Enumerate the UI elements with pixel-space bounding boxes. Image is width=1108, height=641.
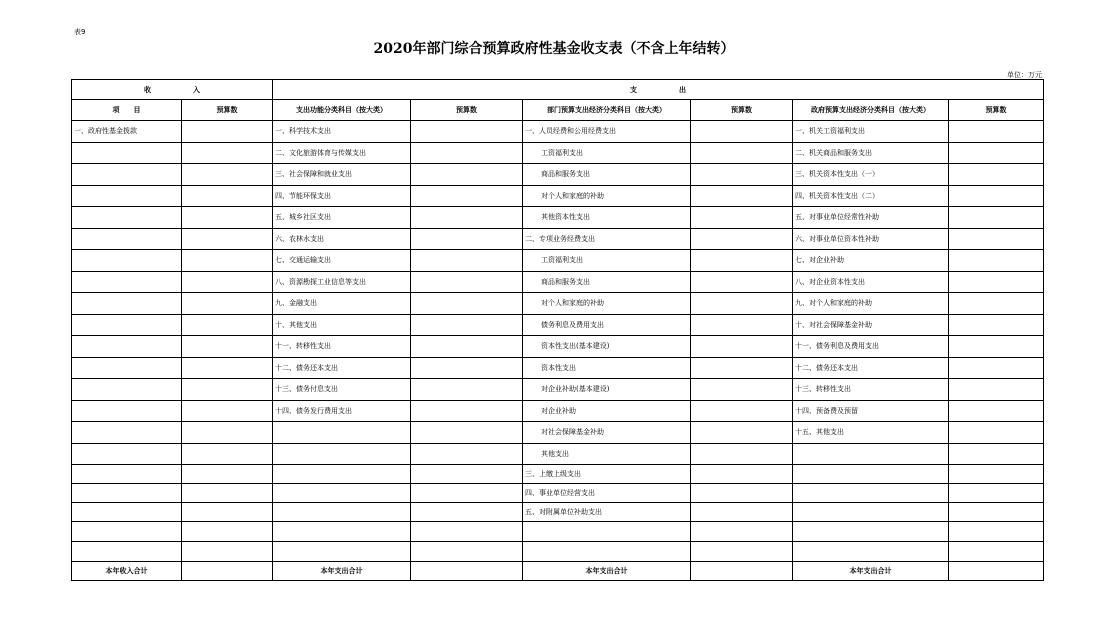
income-item-cell bbox=[72, 164, 182, 186]
table-row bbox=[72, 422, 1044, 444]
col-header-budget-2: 预算数 bbox=[411, 100, 523, 121]
gov-item-cell: 二、机关商品和服务支出 bbox=[793, 142, 949, 164]
func-item-cell: 十一、转移性支出 bbox=[273, 336, 411, 358]
dept-item-cell: 商品和服务支出 bbox=[523, 164, 691, 186]
dept-budget-cell bbox=[691, 357, 793, 379]
col-header-func: 支出功能分类科目（按大类） bbox=[273, 100, 411, 121]
func-budget-cell bbox=[411, 484, 523, 503]
income-group-header: 收 入 bbox=[72, 80, 273, 100]
dept-item-cell: 一、人员经费和公用经费支出 bbox=[523, 121, 691, 143]
gov-item-cell: 十、对社会保障基金补助 bbox=[793, 314, 949, 336]
income-item-cell bbox=[72, 293, 182, 315]
dept-budget-cell bbox=[691, 465, 793, 484]
dept-item-cell: 对个人和家庭的补助 bbox=[523, 293, 691, 315]
gov-item-cell bbox=[793, 443, 949, 465]
dept-budget-cell bbox=[691, 542, 793, 562]
gov-budget-cell bbox=[949, 357, 1044, 379]
func-budget-cell bbox=[411, 207, 523, 229]
func-budget-cell bbox=[411, 271, 523, 293]
gov-item-cell: 九、对个人和家庭的补助 bbox=[793, 293, 949, 315]
gov-item-cell: 十二、债务还本支出 bbox=[793, 357, 949, 379]
dept-budget-cell bbox=[691, 121, 793, 143]
dept-item-cell: 对企业补助(基本建设) bbox=[523, 379, 691, 401]
table-row bbox=[72, 400, 1044, 422]
func-budget-cell bbox=[411, 379, 523, 401]
dept-budget-cell bbox=[691, 336, 793, 358]
income-budget-cell bbox=[182, 542, 273, 562]
income-budget-cell bbox=[182, 422, 273, 444]
gov-item-cell: 八、对企业资本性支出 bbox=[793, 271, 949, 293]
income-budget-cell bbox=[182, 443, 273, 465]
gov-item-cell: 十五、其他支出 bbox=[793, 422, 949, 444]
income-budget-cell bbox=[182, 522, 273, 542]
income-budget-cell bbox=[182, 185, 273, 207]
gov-item-cell: 十一、债务利息及费用支出 bbox=[793, 336, 949, 358]
gov-item-cell: 十三、转移性支出 bbox=[793, 379, 949, 401]
income-item-cell bbox=[72, 422, 182, 444]
gov-budget-cell bbox=[949, 207, 1044, 229]
dept-item-cell: 资本性支出(基本建设) bbox=[523, 336, 691, 358]
dept-budget-cell bbox=[691, 164, 793, 186]
gov-item-cell: 五、对事业单位经常性补助 bbox=[793, 207, 949, 229]
dept-item-cell: 二、专项业务经费支出 bbox=[523, 228, 691, 250]
dept-budget-cell bbox=[691, 379, 793, 401]
table-row bbox=[72, 336, 1044, 358]
func-item-cell: 十四、债务发行费用支出 bbox=[273, 400, 411, 422]
dept-total-label: 本年支出合计 bbox=[523, 562, 691, 581]
income-budget-cell bbox=[182, 503, 273, 522]
table-row bbox=[72, 121, 1044, 143]
func-item-cell bbox=[273, 484, 411, 503]
dept-item-cell: 工资福利支出 bbox=[523, 250, 691, 272]
func-item-cell: 二、文化旅游体育与传媒支出 bbox=[273, 142, 411, 164]
col-header-budget-4: 预算数 bbox=[949, 100, 1044, 121]
gov-budget-cell bbox=[949, 142, 1044, 164]
table-row bbox=[72, 164, 1044, 186]
income-item-cell bbox=[72, 379, 182, 401]
gov-budget-cell bbox=[949, 484, 1044, 503]
func-budget-cell bbox=[411, 357, 523, 379]
expense-group-header: 支 出 bbox=[273, 80, 1044, 100]
dept-budget-cell bbox=[691, 271, 793, 293]
gov-budget-cell bbox=[949, 250, 1044, 272]
table-row bbox=[72, 522, 1044, 542]
dept-total-value bbox=[691, 562, 793, 581]
dept-budget-cell bbox=[691, 314, 793, 336]
gov-budget-cell bbox=[949, 164, 1044, 186]
gov-total-value bbox=[949, 562, 1044, 581]
income-budget-cell bbox=[182, 142, 273, 164]
func-item-cell: 八、资源勘探工业信息等支出 bbox=[273, 271, 411, 293]
func-total-label: 本年支出合计 bbox=[273, 562, 411, 581]
table-row bbox=[72, 484, 1044, 503]
func-budget-cell bbox=[411, 185, 523, 207]
table-row bbox=[72, 293, 1044, 315]
gov-budget-cell bbox=[949, 228, 1044, 250]
func-item-cell bbox=[273, 465, 411, 484]
gov-item-cell: 一、机关工资福利支出 bbox=[793, 121, 949, 143]
column-header-row bbox=[72, 100, 1044, 121]
gov-item-cell bbox=[793, 503, 949, 522]
income-item-cell bbox=[72, 185, 182, 207]
dept-item-cell: 三、上缴上级支出 bbox=[523, 465, 691, 484]
gov-budget-cell bbox=[949, 314, 1044, 336]
func-item-cell bbox=[273, 522, 411, 542]
func-item-cell: 六、农林水支出 bbox=[273, 228, 411, 250]
col-header-budget-1: 预算数 bbox=[182, 100, 273, 121]
table-row bbox=[72, 250, 1044, 272]
func-budget-cell bbox=[411, 228, 523, 250]
income-budget-cell bbox=[182, 164, 273, 186]
dept-budget-cell bbox=[691, 250, 793, 272]
func-budget-cell bbox=[411, 250, 523, 272]
func-budget-cell bbox=[411, 422, 523, 444]
income-budget-cell bbox=[182, 228, 273, 250]
income-item-cell bbox=[72, 336, 182, 358]
income-item-cell bbox=[72, 522, 182, 542]
dept-item-cell: 债务利息及费用支出 bbox=[523, 314, 691, 336]
func-budget-cell bbox=[411, 164, 523, 186]
dept-budget-cell bbox=[691, 228, 793, 250]
table-row bbox=[72, 185, 1044, 207]
func-budget-cell bbox=[411, 142, 523, 164]
table-row bbox=[72, 503, 1044, 522]
table-row bbox=[72, 142, 1044, 164]
gov-budget-cell bbox=[949, 503, 1044, 522]
func-budget-cell bbox=[411, 121, 523, 143]
func-item-cell: 四、节能环保支出 bbox=[273, 185, 411, 207]
func-budget-cell bbox=[411, 293, 523, 315]
table-row bbox=[72, 465, 1044, 484]
income-budget-cell bbox=[182, 357, 273, 379]
gov-item-cell bbox=[793, 484, 949, 503]
income-budget-cell bbox=[182, 250, 273, 272]
func-budget-cell bbox=[411, 336, 523, 358]
table-row bbox=[72, 542, 1044, 562]
income-item-cell bbox=[72, 542, 182, 562]
dept-item-cell: 商品和服务支出 bbox=[523, 271, 691, 293]
dept-item-cell: 五、对附属单位补助支出 bbox=[523, 503, 691, 522]
income-item-cell bbox=[72, 142, 182, 164]
dept-item-cell bbox=[523, 522, 691, 542]
dept-budget-cell bbox=[691, 503, 793, 522]
gov-budget-cell bbox=[949, 379, 1044, 401]
gov-budget-cell bbox=[949, 400, 1044, 422]
gov-item-cell: 七、对企业补助 bbox=[793, 250, 949, 272]
income-item-cell bbox=[72, 250, 182, 272]
dept-budget-cell bbox=[691, 185, 793, 207]
income-budget-cell bbox=[182, 293, 273, 315]
income-budget-cell bbox=[182, 336, 273, 358]
dept-item-cell: 工资福利支出 bbox=[523, 142, 691, 164]
func-item-cell: 一、科学技术支出 bbox=[273, 121, 411, 143]
income-total-value bbox=[182, 562, 273, 581]
func-total-value bbox=[411, 562, 523, 581]
dept-budget-cell bbox=[691, 443, 793, 465]
unit-label: 单位：万元 bbox=[1007, 71, 1042, 79]
dept-item-cell: 对个人和家庭的补助 bbox=[523, 185, 691, 207]
col-header-gov: 政府预算支出经济分类科目（按大类） bbox=[793, 100, 949, 121]
gov-budget-cell bbox=[949, 465, 1044, 484]
func-budget-cell bbox=[411, 522, 523, 542]
income-item-cell bbox=[72, 443, 182, 465]
income-item-cell bbox=[72, 314, 182, 336]
gov-item-cell bbox=[793, 465, 949, 484]
func-item-cell bbox=[273, 542, 411, 562]
income-total-label: 本年收入合计 bbox=[72, 562, 182, 581]
col-header-budget-3: 预算数 bbox=[691, 100, 793, 121]
table-row bbox=[72, 271, 1044, 293]
dept-budget-cell bbox=[691, 522, 793, 542]
table-row bbox=[72, 314, 1044, 336]
table-number-tag: 表9 bbox=[74, 28, 86, 36]
func-budget-cell bbox=[411, 503, 523, 522]
dept-budget-cell bbox=[691, 484, 793, 503]
func-item-cell: 五、城乡社区支出 bbox=[273, 207, 411, 229]
income-budget-cell bbox=[182, 484, 273, 503]
income-budget-cell bbox=[182, 400, 273, 422]
income-budget-cell bbox=[182, 207, 273, 229]
gov-budget-cell bbox=[949, 271, 1044, 293]
income-budget-cell bbox=[182, 379, 273, 401]
dept-budget-cell bbox=[691, 293, 793, 315]
table-row bbox=[72, 228, 1044, 250]
income-item-cell bbox=[72, 503, 182, 522]
gov-item-cell: 三、机关资本性支出（一） bbox=[793, 164, 949, 186]
income-item-cell bbox=[72, 400, 182, 422]
income-budget-cell bbox=[182, 121, 273, 143]
func-item-cell: 七、交通运输支出 bbox=[273, 250, 411, 272]
income-item-cell bbox=[72, 271, 182, 293]
table-row bbox=[72, 379, 1044, 401]
income-budget-cell bbox=[182, 314, 273, 336]
gov-budget-cell bbox=[949, 422, 1044, 444]
budget-table bbox=[71, 79, 1044, 581]
dept-item-cell: 资本性支出 bbox=[523, 357, 691, 379]
dept-item-cell: 其他资本性支出 bbox=[523, 207, 691, 229]
income-item-cell: 一、政府性基金拨款 bbox=[72, 121, 182, 143]
income-item-cell bbox=[72, 465, 182, 484]
func-budget-cell bbox=[411, 542, 523, 562]
gov-item-cell bbox=[793, 522, 949, 542]
func-item-cell bbox=[273, 422, 411, 444]
func-budget-cell bbox=[411, 465, 523, 484]
dept-item-cell: 对企业补助 bbox=[523, 400, 691, 422]
dept-budget-cell bbox=[691, 422, 793, 444]
table-row bbox=[72, 443, 1044, 465]
dept-budget-cell bbox=[691, 207, 793, 229]
gov-total-label: 本年支出合计 bbox=[793, 562, 949, 581]
func-item-cell bbox=[273, 503, 411, 522]
gov-item-cell: 十四、预备费及预留 bbox=[793, 400, 949, 422]
gov-budget-cell bbox=[949, 185, 1044, 207]
func-budget-cell bbox=[411, 443, 523, 465]
dept-item-cell bbox=[523, 542, 691, 562]
income-budget-cell bbox=[182, 271, 273, 293]
func-item-cell: 十二、债务还本支出 bbox=[273, 357, 411, 379]
gov-budget-cell bbox=[949, 121, 1044, 143]
gov-budget-cell bbox=[949, 542, 1044, 562]
income-item-cell bbox=[72, 484, 182, 503]
gov-item-cell: 四、机关资本性支出（二） bbox=[793, 185, 949, 207]
gov-item-cell bbox=[793, 542, 949, 562]
func-item-cell: 十三、债务付息支出 bbox=[273, 379, 411, 401]
table-row bbox=[72, 207, 1044, 229]
func-item-cell: 九、金融支出 bbox=[273, 293, 411, 315]
func-item-cell: 三、社会保障和就业支出 bbox=[273, 164, 411, 186]
page-title: 2020年部门综合预算政府性基金收支表（不含上年结转） bbox=[373, 41, 735, 57]
gov-item-cell: 六、对事业单位资本性补助 bbox=[793, 228, 949, 250]
dept-item-cell: 对社会保障基金补助 bbox=[523, 422, 691, 444]
col-header-item: 项 目 bbox=[72, 100, 182, 121]
income-item-cell bbox=[72, 228, 182, 250]
totals-row bbox=[72, 562, 1044, 581]
func-item-cell bbox=[273, 443, 411, 465]
gov-budget-cell bbox=[949, 522, 1044, 542]
income-item-cell bbox=[72, 207, 182, 229]
dept-item-cell: 其他支出 bbox=[523, 443, 691, 465]
income-budget-cell bbox=[182, 465, 273, 484]
dept-budget-cell bbox=[691, 400, 793, 422]
gov-budget-cell bbox=[949, 336, 1044, 358]
gov-budget-cell bbox=[949, 293, 1044, 315]
func-budget-cell bbox=[411, 400, 523, 422]
income-item-cell bbox=[72, 357, 182, 379]
group-header-row bbox=[72, 80, 1044, 100]
gov-budget-cell bbox=[949, 443, 1044, 465]
func-item-cell: 十、其他支出 bbox=[273, 314, 411, 336]
func-budget-cell bbox=[411, 314, 523, 336]
dept-item-cell: 四、事业单位经营支出 bbox=[523, 484, 691, 503]
dept-budget-cell bbox=[691, 142, 793, 164]
col-header-dept: 部门预算支出经济分类科目（按大类） bbox=[523, 100, 691, 121]
table-row bbox=[72, 357, 1044, 379]
